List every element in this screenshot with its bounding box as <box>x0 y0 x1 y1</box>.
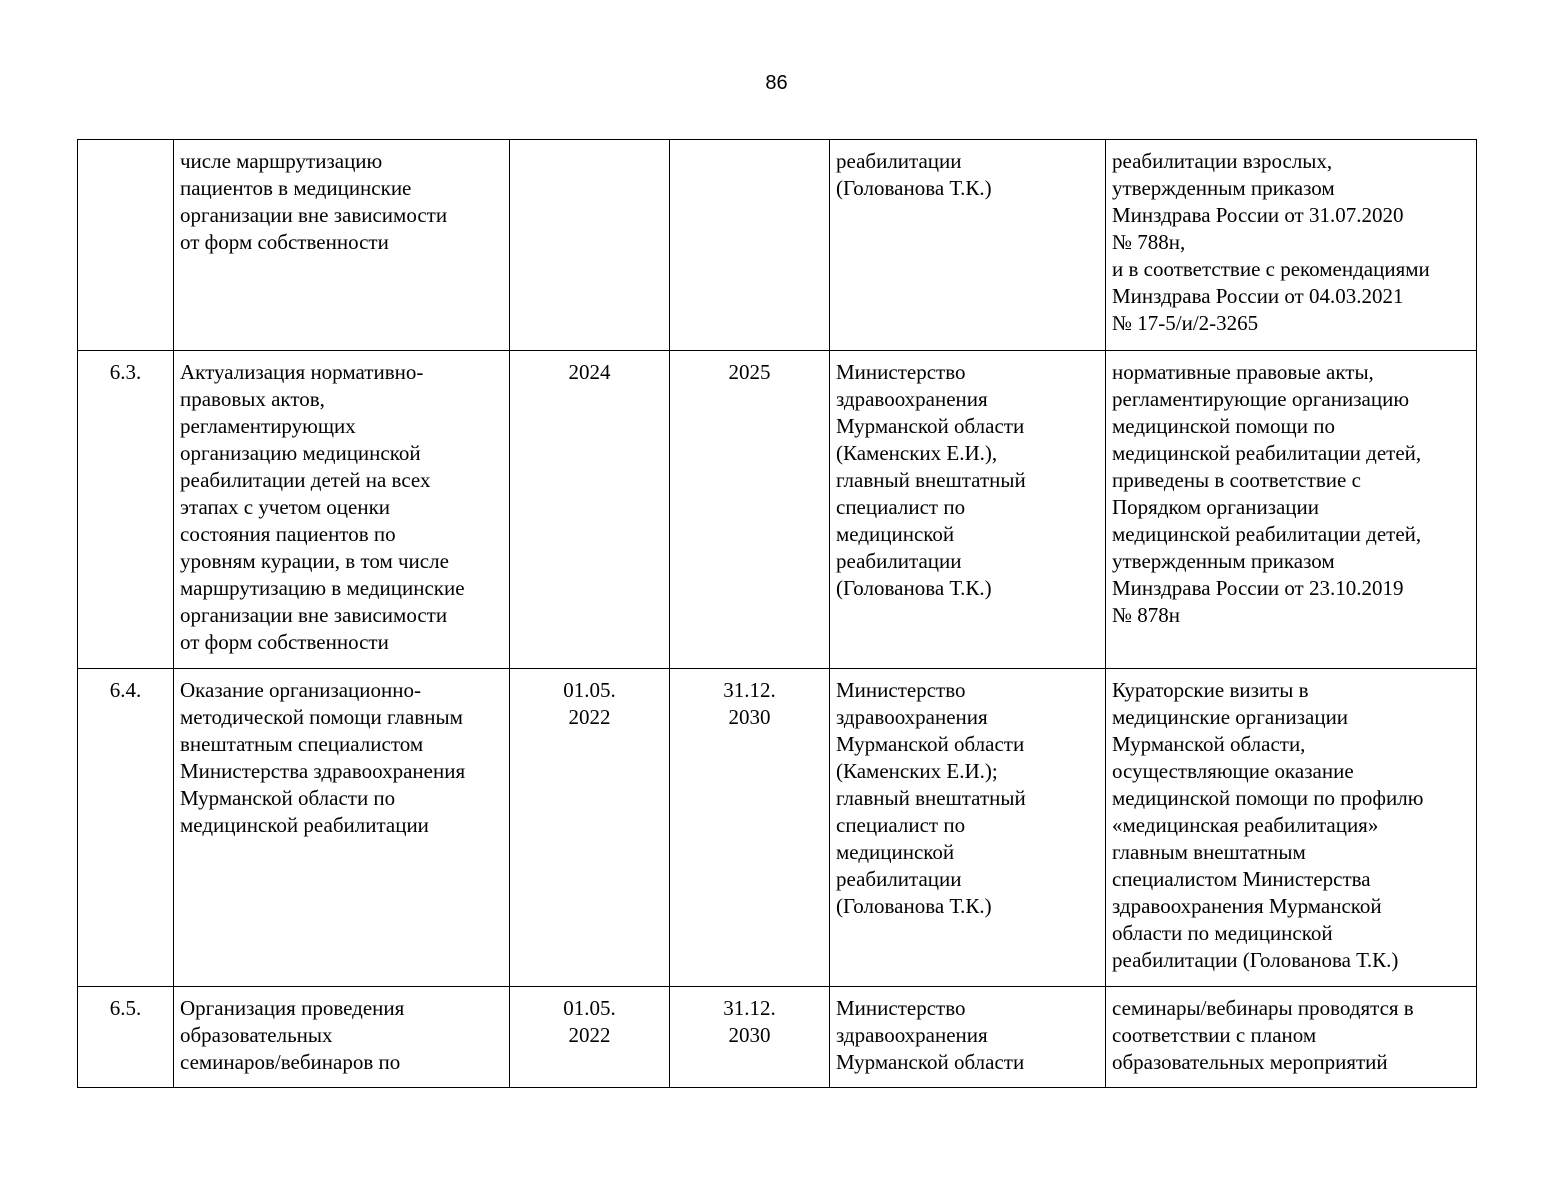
text-line: медицинской помощи по <box>1112 414 1335 438</box>
cell-start-date <box>510 140 670 351</box>
text-line: этапах с учетом оценки <box>180 495 391 519</box>
cell-end-date <box>670 987 830 1088</box>
text-line: Минздрава России от 04.03.2021 <box>1112 284 1404 308</box>
text-line: 2030 <box>728 1023 771 1047</box>
cell-activity <box>174 987 510 1088</box>
cell-activity <box>174 351 510 669</box>
text-line: Порядком организации <box>1112 495 1320 519</box>
cell-number <box>78 669 174 987</box>
text-line: Министерство <box>836 360 966 384</box>
text-line: специалист по <box>836 813 966 837</box>
text-line: медицинской помощи по профилю <box>1112 786 1424 810</box>
text-line: реабилитации взрослых, <box>1112 149 1333 173</box>
cell-end-date <box>670 669 830 987</box>
cell-number <box>78 987 174 1088</box>
text-line: области по медицинской <box>1112 921 1333 945</box>
text-line: 01.05. <box>563 678 616 702</box>
text-line: осуществляющие оказание <box>1112 759 1354 783</box>
text-line: реабилитации <box>836 149 962 173</box>
text-line: семинаров/вебинаров по <box>180 1050 401 1074</box>
text-line: 31.12. <box>723 678 776 702</box>
cell-result <box>1106 669 1477 987</box>
text-line: Актуализация нормативно- <box>180 360 424 384</box>
text-line: специалист по <box>836 495 966 519</box>
cell-start-date <box>510 987 670 1088</box>
cell-activity <box>174 140 510 351</box>
text-line: 2030 <box>728 705 771 729</box>
text-line: медицинской реабилитации <box>180 813 429 837</box>
text-line: Оказание организационно- <box>180 678 422 702</box>
text-line: главный внештатный <box>836 468 1026 492</box>
cell-result <box>1106 351 1477 669</box>
table-row <box>78 140 1477 351</box>
text-line: Кураторские визиты в <box>1112 678 1309 702</box>
cell-responsible <box>830 987 1106 1088</box>
text-line: и в соответствие с рекомендациями <box>1112 257 1430 281</box>
text-line: Организация проведения <box>180 996 405 1020</box>
text-line: правовых актов, <box>180 387 325 411</box>
table-body <box>78 140 1477 1088</box>
page-number: 86 <box>765 72 788 94</box>
text-line: Минздрава России от 31.07.2020 <box>1112 203 1404 227</box>
text-line: № 878н <box>1112 603 1181 627</box>
text-line: маршрутизацию в медицинские <box>180 576 465 600</box>
text-line: семинары/вебинары проводятся в <box>1112 996 1414 1020</box>
text-line: № 17-5/и/2-3265 <box>1112 311 1259 335</box>
text-line: 2022 <box>568 1023 611 1047</box>
cell-number <box>78 140 174 351</box>
text-line: здравоохранения <box>836 387 988 411</box>
activity-plan-table <box>77 139 1477 1088</box>
text-line: здравоохранения <box>836 705 988 729</box>
text-line: Мурманской области <box>836 414 1025 438</box>
text-line: от форм собственности <box>180 630 389 654</box>
text-line: утвержденным приказом <box>1112 549 1335 573</box>
text-line: Минздрава России от 23.10.2019 <box>1112 576 1404 600</box>
text-line: главный внештатный <box>836 786 1026 810</box>
text-line: медицинской реабилитации детей, <box>1112 522 1422 546</box>
text-line: 6.3. <box>109 360 142 384</box>
text-line: реабилитации (Голованова Т.К.) <box>1112 948 1399 972</box>
cell-activity <box>174 669 510 987</box>
text-line: состояния пациентов по <box>180 522 396 546</box>
cell-start-date <box>510 669 670 987</box>
text-line: образовательных мероприятий <box>1112 1050 1388 1074</box>
text-line: № 788н, <box>1112 230 1186 254</box>
text-line: организацию медицинской <box>180 441 421 465</box>
cell-result <box>1106 987 1477 1088</box>
text-line: организации вне зависимости <box>180 203 448 227</box>
cell-start-date <box>510 351 670 669</box>
text-line: медицинские организации <box>1112 705 1349 729</box>
text-line: 2025 <box>728 360 771 384</box>
text-line: специалистом Министерства <box>1112 867 1371 891</box>
text-line: медицинской <box>836 522 955 546</box>
text-line: главным внештатным <box>1112 840 1306 864</box>
cell-responsible <box>830 669 1106 987</box>
cell-end-date <box>670 351 830 669</box>
text-line: 6.5. <box>109 996 142 1020</box>
text-line: приведены в соответствие с <box>1112 468 1361 492</box>
cell-end-date <box>670 140 830 351</box>
text-line: 01.05. <box>563 996 616 1020</box>
text-line: (Каменских Е.И.); <box>836 759 998 783</box>
text-line: Мурманской области, <box>1112 732 1306 756</box>
table-row <box>78 669 1477 987</box>
text-line: 31.12. <box>723 996 776 1020</box>
text-line: (Голованова Т.К.) <box>836 576 992 600</box>
text-line: «медицинская реабилитация» <box>1112 813 1379 837</box>
text-line: регламентирующие организацию <box>1112 387 1410 411</box>
text-line: уровням курации, в том числе <box>180 549 449 573</box>
table-row <box>78 987 1477 1088</box>
text-line: утвержденным приказом <box>1112 176 1335 200</box>
text-line: здравоохранения Мурманской <box>1112 894 1382 918</box>
cell-responsible <box>830 140 1106 351</box>
text-line: Министерство <box>836 678 966 702</box>
text-line: Министерства здравоохранения <box>180 759 466 783</box>
text-line: организации вне зависимости <box>180 603 448 627</box>
cell-number <box>78 351 174 669</box>
text-line: здравоохранения <box>836 1023 988 1047</box>
text-line: медицинской реабилитации детей, <box>1112 441 1422 465</box>
text-line: Мурманской области <box>836 1050 1025 1074</box>
text-line: реабилитации детей на всех <box>180 468 431 492</box>
text-line: пациентов в медицинские <box>180 176 412 200</box>
text-line: 2022 <box>568 705 611 729</box>
text-line: реабилитации <box>836 549 962 573</box>
cell-responsible <box>830 351 1106 669</box>
text-line: внештатным специалистом <box>180 732 424 756</box>
text-line: 2024 <box>568 360 611 384</box>
text-line: соответствии с планом <box>1112 1023 1317 1047</box>
text-line: Мурманской области <box>836 732 1025 756</box>
text-line: реабилитации <box>836 867 962 891</box>
text-line: (Голованова Т.К.) <box>836 894 992 918</box>
text-line: от форм собственности <box>180 230 389 254</box>
text-line: (Голованова Т.К.) <box>836 176 992 200</box>
text-line: Мурманской области по <box>180 786 396 810</box>
text-line: методической помощи главным <box>180 705 463 729</box>
table-row <box>78 351 1477 669</box>
text-line: Министерство <box>836 996 966 1020</box>
text-line: образовательных <box>180 1023 333 1047</box>
cell-result <box>1106 140 1477 351</box>
text-line: регламентирующих <box>180 414 356 438</box>
text-line: (Каменских Е.И.), <box>836 441 998 465</box>
text-line: медицинской <box>836 840 955 864</box>
text-line: числе маршрутизацию <box>180 149 383 173</box>
text-line: 6.4. <box>109 678 142 702</box>
text-line: нормативные правовые акты, <box>1112 360 1374 384</box>
